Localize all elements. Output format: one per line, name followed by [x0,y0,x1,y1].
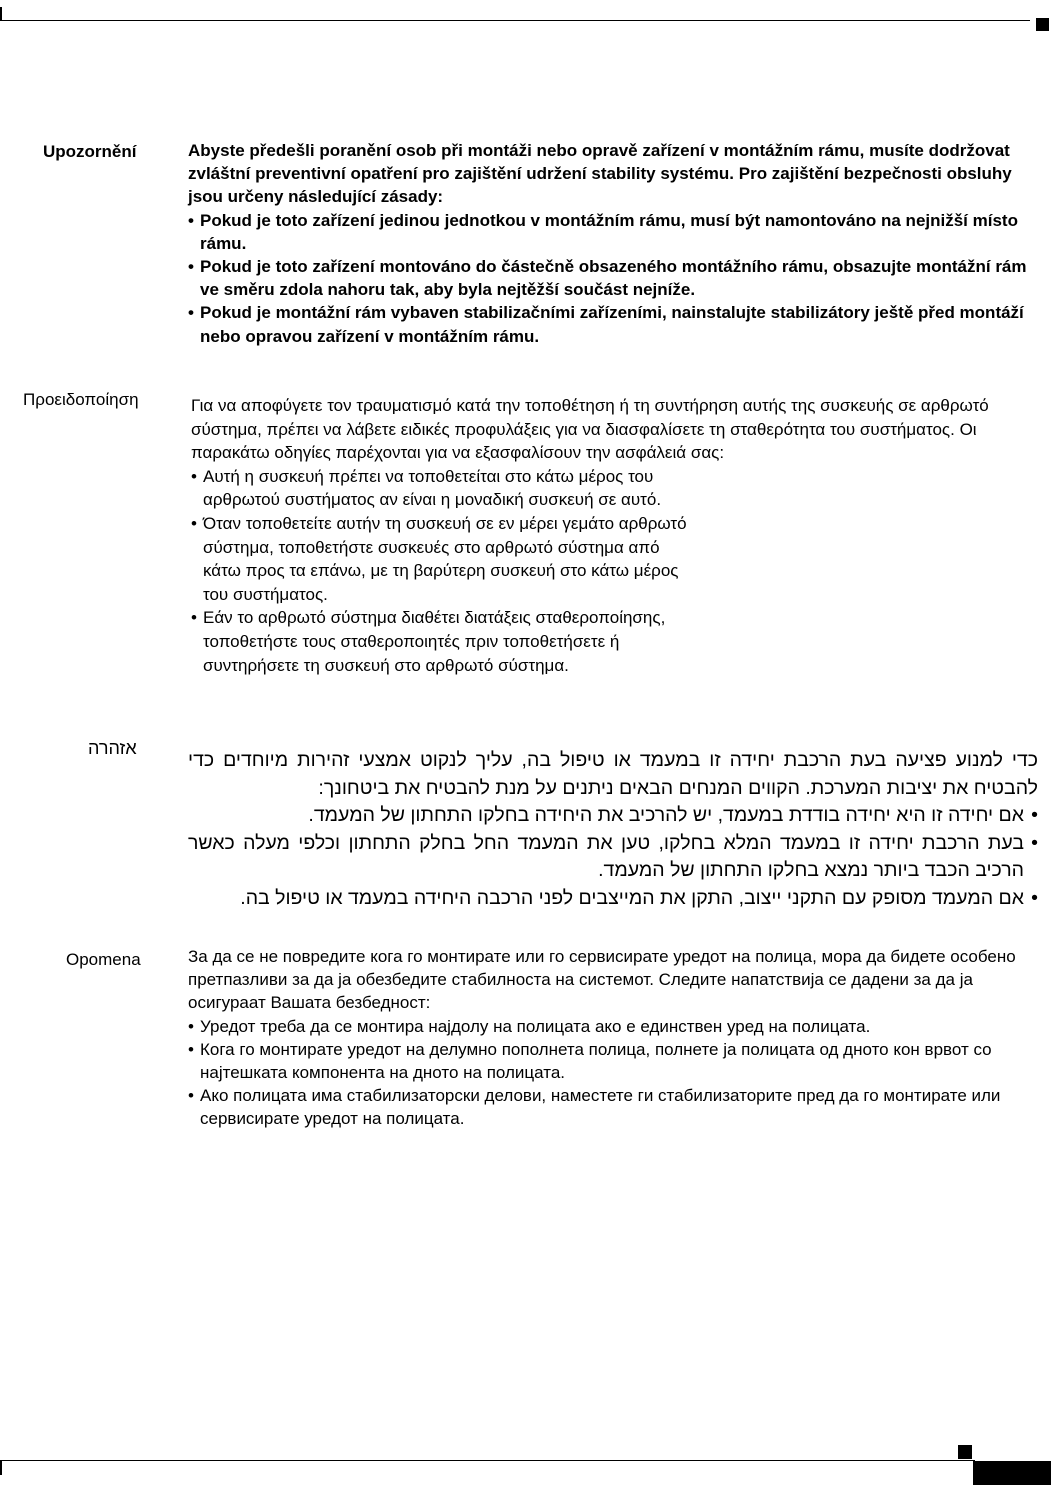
bullet-list [191,465,691,677]
bullet-item: • Кога го монтирате уредот на делумно пополнета полица, полнете ја полицата од дното кон врвот со најтешката компонента на дното на полицата. [188,1038,1046,1084]
warning-intro: כדי למנוע פציעה בעת הרכבת יחידה זו במעמד או טיפול בה, עליך לנקוט אמצעי זהירות מיוחדים כדי להבטיח את יציבות המערכת. הקווים המנחים הבאים ניתנים על מנת להבטיח את ביטחונך: [188,749,1038,799]
bullet-item: • בעת הרכבת יחידה זו במעמד המלא בחלקו, טען את המעמד החל בחלק התחתון וכלפי מעלה כאשר הרכיב הכבד ביותר נמצא בחלקו התחתון של המעמד. [188,830,1038,885]
warning-body-greek [191,394,1046,677]
footer-page-tab [973,1461,1051,1485]
footer-rule [0,1460,975,1461]
bullet-item: • אם המעמד מסופק עם התקני ייצוב, התקן את המייצבים לפני הרכבה היחידה במעמד או טיפול בה. [188,885,1038,913]
top-right-marker [1036,18,1049,31]
warning-body-czech [188,139,1043,348]
bullet-list [188,1015,1046,1131]
warning-body-macedonian [188,945,1046,1131]
warning-label-czech: Upozornění [43,142,137,161]
bullet-item: • Ако полицата има стабилизаторски делови, наместете ги стабилизаторите пред да го монтирате или сервисирате уредот на полицата. [188,1084,1046,1130]
warning-intro: Για να αποφύγετε τον τραυματισμό κατά την τοποθέτηση ή τη συντήρηση αυτής της συσκευής σε αρθρωτό σύστημα, πρέπει να λάβετε ειδικές προφυλάξεις για να διασφαλίσετε τη σταθερότητα του συστήματος. Οι παρακάτω οδηγίες παρέχονται για να εξασφαλίσουν την ασφάλειά σας: [191,396,989,463]
warning-label-macedonian: Opomena [66,950,141,969]
bottom-right-marker [958,1445,972,1459]
bullet-item: • Pokud je montážní rám vybaven stabilizačními zařízeními, nainstalujte stabilizátory ještě před montáží nebo opravou zařízení v montážním rámu. [188,301,1043,347]
bullet-list [188,209,1043,348]
bullet-item: • Pokud je toto zařízení montováno do částečně obsazeného montážního rámu, obsazujte montážní rám ve směru zdola nahoru tak, aby byla nejtěžší součást nejníže. [188,255,1043,301]
bullet-item: • Όταν τοποθετείτε αυτήν τη συσκευή σε εν μέρει γεμάτο αρθρωτό σύστημα, τοποθετήστε συσκευές στο αρθρωτό σύστημα από κάτω προς τα επάνω, με τη βαρύτερη συσκευή στο κάτω μέρος του συστήματος. [191,512,691,606]
warning-body-hebrew [188,747,1038,913]
bullet-item: • Уредот треба да се монтира најдолу на полицата ако е единствен уред на полицата. [188,1015,1046,1038]
warning-intro: Abyste předešli poranění osob při montáži nebo opravě zařízení v montážním rámu, musíte dodržovat zvláštní preventivní opatření pro zajištění udržení stability systému. Pro zajištění bezpečnosti obsluhy jsou určeny následující zásady: [188,141,1012,207]
warning-label-greek: Προειδοποίηση [23,390,139,409]
bottom-left-crop-mark [0,1461,2,1475]
bullet-item: • Αυτή η συσκευή πρέπει να τοποθετείται στο κάτω μέρος του αρθρωτού συστήματος αν είναι η μοναδική συσκευή σε αυτό. [191,465,691,512]
bullet-item: • Pokud je toto zařízení jedinou jednotkou v montážním rámu, musí být namontováno na nejnižší místo rámu. [188,209,1043,255]
bullet-list [188,802,1038,912]
warning-intro: За да се не повредите кога го монтирате или го сервисирате уредот на полица, мора да бидете особено претпазливи за да ја обезбедите стабилноста на системот. Следите напатствија се дадени за да ја осигураат Вашата безбедност: [188,947,1016,1013]
bullet-item: • אם יחידה זו היא יחידה בודדת במעמד, יש להרכיב את היחידה בחלקו התחתון של המעמד. [188,802,1038,830]
top-left-crop-mark [0,7,2,21]
header-rule [0,20,1030,21]
warning-label-hebrew: אזהרה [88,738,137,758]
bullet-item: • Εάν το αρθρωτό σύστημα διαθέτει διατάξεις σταθεροποίησης, τοποθετήστε τους σταθεροποιητές πριν τοποθετήσετε ή συντηρήσετε τη συσκευή στο αρθρωτό σύστημα. [191,606,691,677]
